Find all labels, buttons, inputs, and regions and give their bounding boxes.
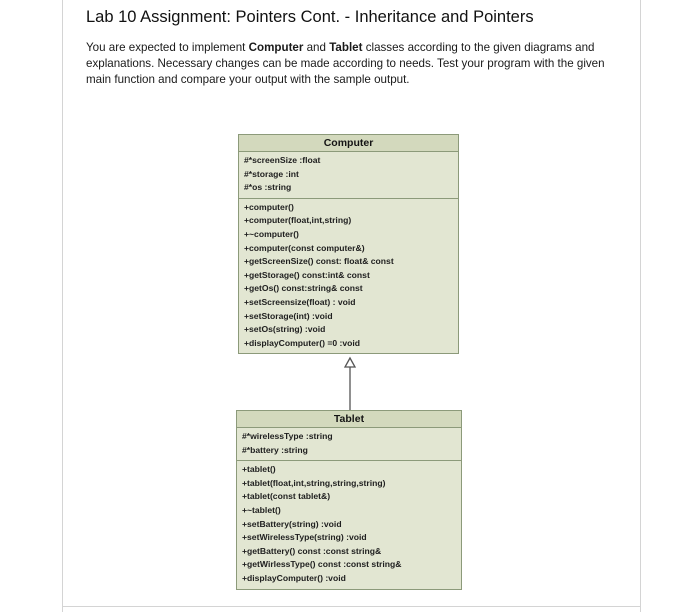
intro-text-3: classes according to the given diagrams and explanations. Necessary changes can be made according to needs. Test your program with the given main function and compare your output with the sample output. [86,41,605,86]
tablet-class-diagram [236,410,462,590]
computer-method: +displayComputer() =0 :void [244,337,361,348]
page-left-edge [62,0,63,612]
tablet-methods [237,461,461,588]
tablet-method: +displayComputer() :void [242,572,346,583]
computer-class-name: Computer [239,135,458,152]
computer-method: +computer(const computer&) [244,242,365,253]
computer-method: +setOs(string) :void [244,324,326,335]
intro-bold-computer: Computer [248,41,304,54]
tablet-method: +setWirelessType(string) :void [242,532,367,543]
tablet-attributes [237,428,461,461]
document-title: Lab 10 Assignment: Pointers Cont. - Inheritance and Pointers [86,8,534,26]
computer-method: +getOs() const:string& const [244,283,363,294]
tablet-method: +setBattery(string) :void [242,518,342,529]
page-right-edge [640,0,641,612]
tablet-method: +tablet() [242,464,276,475]
tablet-class-name: Tablet [237,411,461,428]
computer-method: +getScreenSize() const: float& const [244,256,394,267]
tablet-method: +tablet(const tablet&) [242,491,331,502]
tablet-method: +getBattery() const :const string& [242,545,382,556]
computer-method: +getStorage() const:int& const [244,269,370,280]
computer-method: +~computer() [244,228,299,239]
inheritance-arrow [340,345,360,415]
intro-text-1: You are expected to implement [86,41,249,54]
page-bottom-edge [62,606,641,607]
computer-attribute: #*os :string [244,182,292,193]
computer-attribute: #*storage :int [244,168,299,179]
tablet-attribute: #*battery :string [242,444,308,455]
inheritance-arrowhead-icon [345,358,355,367]
computer-method: +setScreensize(float) : void [244,296,356,307]
tablet-attribute: #*wirelessType :string [242,431,333,441]
tablet-method: +getWirlessType() const :const string& [242,559,402,570]
computer-method: +computer() [244,201,294,212]
computer-attribute: #*screenSize :float [244,155,321,165]
computer-methods [239,199,458,354]
tablet-method: +~tablet() [242,504,281,515]
intro-paragraph [86,40,626,88]
computer-method: +computer(float,int,string) [244,215,352,226]
intro-bold-tablet: Tablet [329,41,363,54]
intro-text-2: and [303,41,330,54]
computer-class-diagram [238,134,459,354]
computer-attributes [239,152,458,199]
computer-method: +setStorage(int) :void [244,310,333,321]
tablet-method: +tablet(float,int,string,string,string) [242,477,386,488]
